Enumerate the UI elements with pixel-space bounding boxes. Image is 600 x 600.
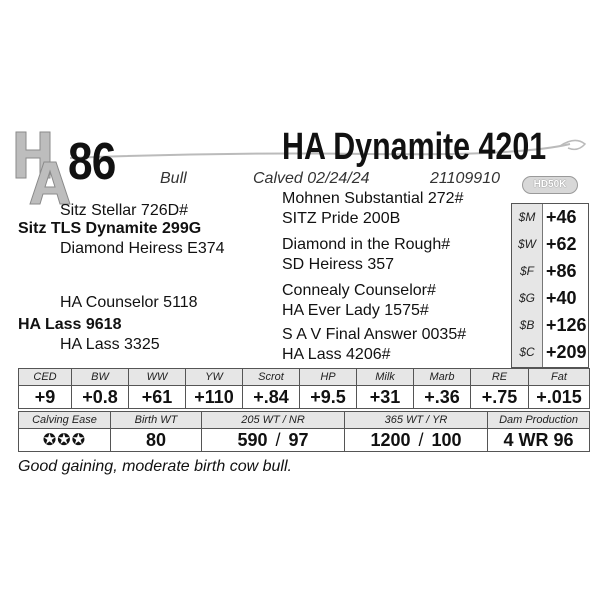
index-label-m: $M [512,204,543,231]
dam-dam: HA Lass 3325 [60,336,160,353]
sire-dam: Diamond Heiress E374 [60,240,225,257]
epd-value-hp: +9.5 [300,386,357,409]
birth-weight-value: 80 [111,429,202,452]
calving-ease-stars: ✪✪✪ [19,429,111,452]
epd-header-ced: CED [19,369,72,386]
perf-header-calving-ease: Calving Ease [19,412,111,429]
sire-sire: Sitz Stellar 726D# [60,202,189,219]
comment-text: Good gaining, moderate birth cow bull. [18,458,292,475]
index-value-w: +62 [546,234,577,254]
epd-header-ww: WW [129,369,186,386]
index-label-g: $G [512,285,543,312]
nr-value: 97 [288,429,309,450]
wt365-cell [345,429,488,452]
index-label-c: $C [512,339,543,367]
epd-header-fat: Fat [529,369,590,386]
hd50k-badge: HD50K [522,176,578,194]
epd-header-marb: Marb [414,369,471,386]
index-label-b: $B [512,312,543,339]
wt365-value: 1200 [370,429,411,450]
pedigree-right-8: HA Lass 4206# [282,346,391,363]
dam: HA Lass 9618 [18,316,122,333]
yr-value: 100 [431,429,462,450]
index-value-b: +126 [546,315,587,335]
index-value-c: +209 [546,342,587,362]
wt205-value: 590 [237,429,268,450]
epd-value-yw: +110 [186,386,243,409]
pedigree-right-4: SD Heiress 357 [282,256,395,273]
performance-table [18,411,590,452]
index-value-g: +40 [546,288,577,308]
epd-header-scrot: Scrot [243,369,300,386]
epd-value-milk: +31 [357,386,414,409]
epd-table [18,368,590,409]
animal-name: HA Dynamite 4201 [282,126,547,168]
wt205-separator: / [275,429,281,450]
epd-header-re: RE [471,369,529,386]
dam-production-value: 4 WR 96 [488,429,590,452]
epd-value-bw: +0.8 [72,386,129,409]
pedigree-right-3: Diamond in the Rough# [282,236,451,253]
registration-number: 21109910 [430,170,500,187]
lot-number: 86 [68,133,116,191]
index-label-f: $F [512,258,543,285]
perf-header-205-wt-nr: 205 WT / NR [202,412,345,429]
index-box [511,203,589,368]
perf-header-birth-wt: Birth WT [111,412,202,429]
epd-header-milk: Milk [357,369,414,386]
calved-date: 02/24/24 [307,170,370,187]
wt365-separator: / [418,429,424,450]
index-value-f: +86 [546,261,577,281]
epd-value-scrot: +.84 [243,386,300,409]
wt205-cell [202,429,345,452]
index-value-m: +46 [546,207,577,227]
epd-header-hp: HP [300,369,357,386]
sire: Sitz TLS Dynamite 299G [18,220,202,237]
index-label-w: $W [512,231,543,258]
epd-header-yw: YW [186,369,243,386]
epd-header-bw: BW [72,369,129,386]
epd-value-marb: +.36 [414,386,471,409]
epd-value-re: +.75 [471,386,529,409]
pedigree-right-5: Connealy Counselor# [282,282,436,299]
calved-label: Calved 02/24/24 [253,170,370,187]
sex-label: Bull [160,170,187,187]
pedigree-right-2: SITZ Pride 200B [282,210,401,227]
epd-value-fat: +.015 [529,386,590,409]
epd-value-ww: +61 [129,386,186,409]
pedigree-right-6: HA Ever Lady 1575# [282,302,429,319]
perf-header-dam-production: Dam Production [488,412,590,429]
epd-value-ced: +9 [19,386,72,409]
dam-sire: HA Counselor 5118 [60,294,198,311]
perf-header-365-wt-yr: 365 WT / YR [345,412,488,429]
pedigree-right-1: Mohnen Substantial 272# [282,190,464,207]
pedigree-right-7: S A V Final Answer 0035# [282,326,467,343]
